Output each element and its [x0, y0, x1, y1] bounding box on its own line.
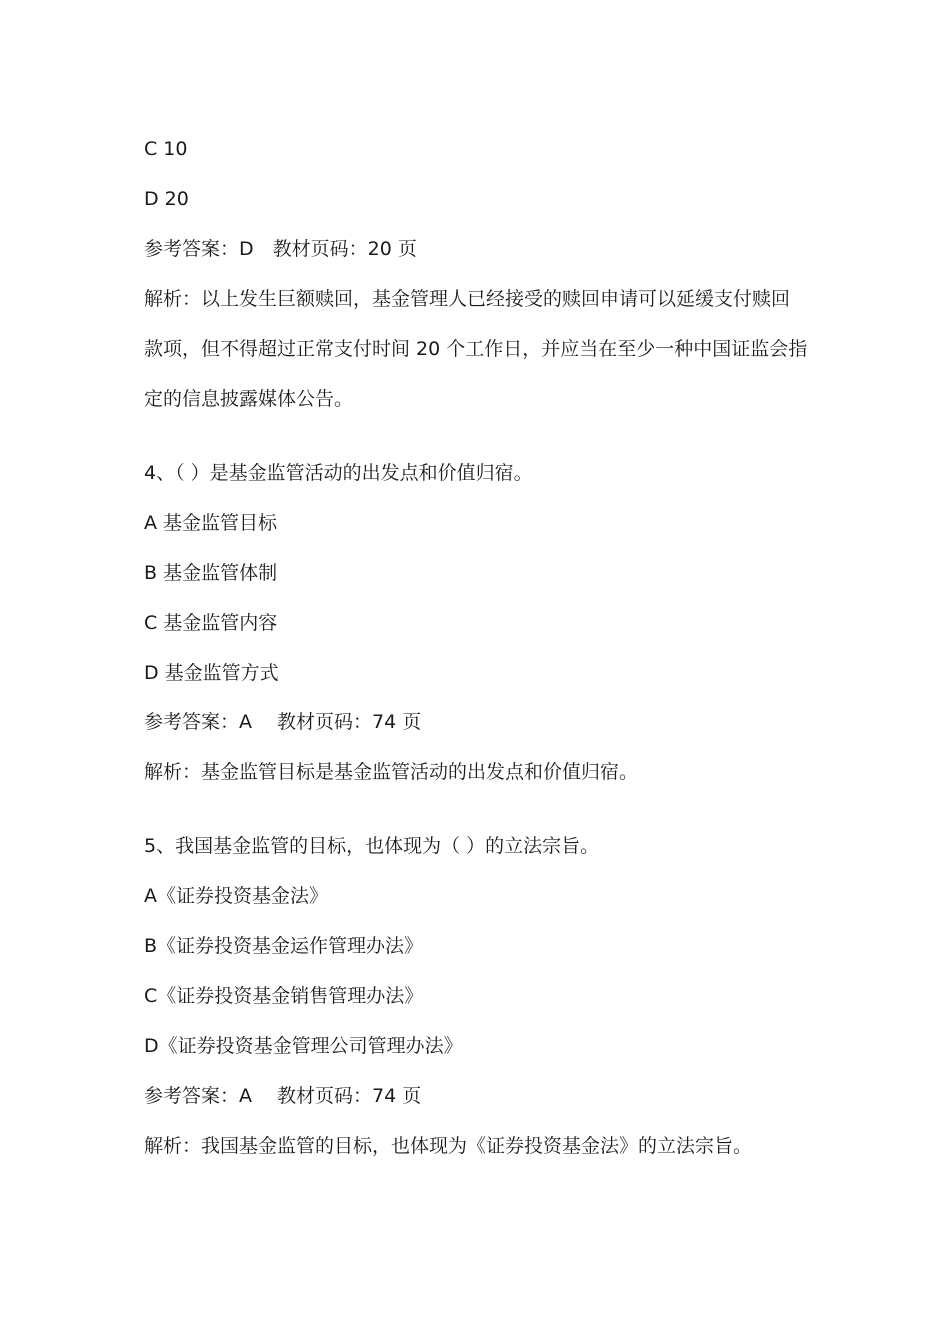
q5-option-d: D《证券投资基金管理公司管理办法》	[144, 1035, 463, 1057]
q5-question: 5、我国基金监管的目标，也体现为（ ）的立法宗旨。	[144, 835, 600, 857]
q5-option-a: A《证券投资基金法》	[144, 885, 328, 907]
q3-answer: 参考答案：D 教材页码：20 页	[144, 238, 417, 260]
q3-analysis-line1: 解析：以上发生巨额赎回，基金管理人已经接受的赎回申请可以延缓支付赎回	[144, 288, 791, 310]
q4-option-d: D 基金监管方式	[144, 662, 279, 684]
q5-option-b: B《证券投资基金运作管理办法》	[144, 935, 424, 957]
q4-analysis: 解析：基金监管目标是基金监管活动的出发点和价值归宿。	[144, 761, 639, 783]
q3-option-d: D 20	[144, 188, 189, 210]
q5-answer: 参考答案：A 教材页码：74 页	[144, 1085, 422, 1107]
q5-analysis: 解析：我国基金监管的目标，也体现为《证券投资基金法》的立法宗旨。	[144, 1135, 753, 1157]
q4-option-a: A 基金监管目标	[144, 512, 278, 534]
q4-option-c: C 基金监管内容	[144, 612, 278, 634]
q5-option-c: C《证券投资基金销售管理办法》	[144, 985, 424, 1007]
q3-option-c: C 10	[144, 138, 188, 160]
q4-answer: 参考答案：A 教材页码：74 页	[144, 711, 422, 733]
q4-option-b: B 基金监管体制	[144, 562, 278, 584]
q4-question: 4、（ ）是基金监管活动的出发点和价值归宿。	[144, 462, 533, 484]
q3-analysis-line2: 款项，但不得超过正常支付时间 20 个工作日，并应当在至少一种中国证监会指	[144, 338, 808, 360]
q3-analysis-line3: 定的信息披露媒体公告。	[144, 388, 354, 410]
